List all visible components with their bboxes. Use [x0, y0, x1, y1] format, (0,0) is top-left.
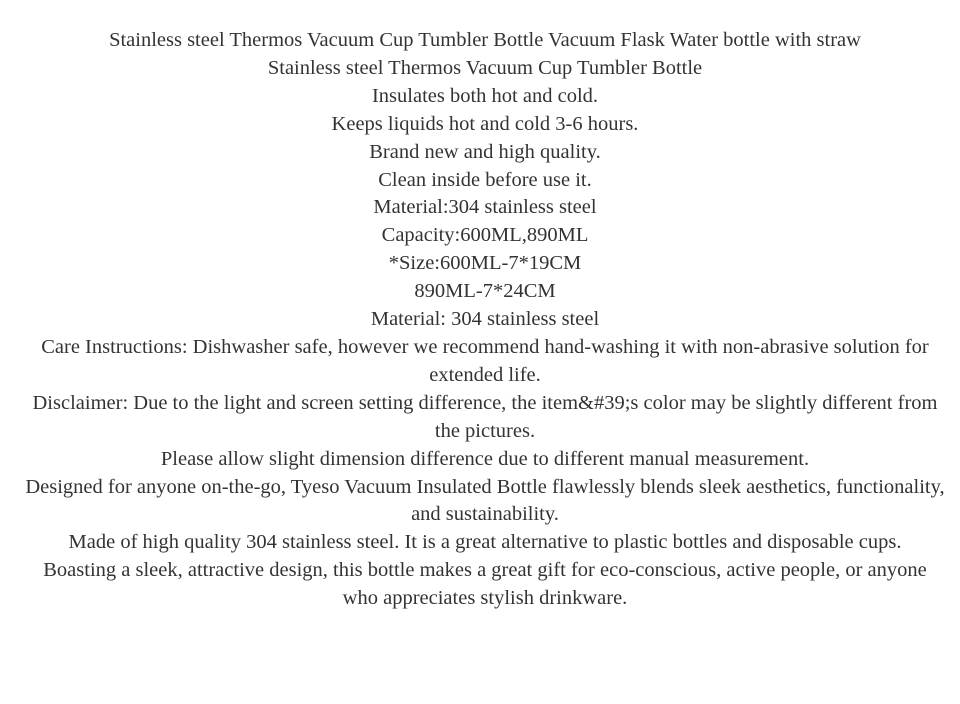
dimension-disclaimer: Please allow slight dimension difference due to different manual measurement. — [160, 447, 810, 470]
spec-size-890ml: 890ML-7*24CM — [414, 280, 556, 303]
feature-cleaning-note: Clean inside before use it. — [378, 168, 592, 191]
spec-capacity: Capacity:600ML,890ML — [381, 224, 589, 247]
marketing-design: Designed for anyone on-the-go, Tyeso Vacuum Insulated Bottle flawlessly blends sleek aesthetics, functionality, and sustainability. — [25, 475, 945, 526]
spec-material: Material:304 stainless steel — [373, 196, 597, 219]
product-description — [24, 27, 946, 613]
product-subtitle-line: Stainless steel Thermos Vacuum Cup Tumbler Bottle — [267, 56, 703, 79]
color-disclaimer: Disclaimer: Due to the light and screen setting difference, the item&#39;s color may be slightly different from the pictures. — [32, 391, 938, 442]
spec-size-600ml: *Size:600ML-7*19CM — [388, 252, 582, 275]
spec-material-repeat: Material: 304 stainless steel — [370, 308, 600, 331]
product-title-line: Stainless steel Thermos Vacuum Cup Tumbler Bottle Vacuum Flask Water bottle with straw — [109, 29, 861, 51]
feature-temperature-duration: Keeps liquids hot and cold 3-6 hours. — [331, 112, 639, 135]
care-instructions: Care Instructions: Dishwasher safe, however we recommend hand-washing it with non-abrasive solution for extended life. — [41, 335, 929, 386]
feature-quality: Brand new and high quality. — [369, 140, 601, 163]
marketing-material: Made of high quality 304 stainless steel. It is a great alternative to plastic bottles and disposable cups. — [68, 531, 902, 554]
feature-insulation: Insulates both hot and cold. — [371, 84, 599, 107]
marketing-gift: Boasting a sleek, attractive design, this bottle makes a great gift for eco-conscious, active people, or anyone who appreciates stylish drinkware. — [43, 559, 927, 610]
